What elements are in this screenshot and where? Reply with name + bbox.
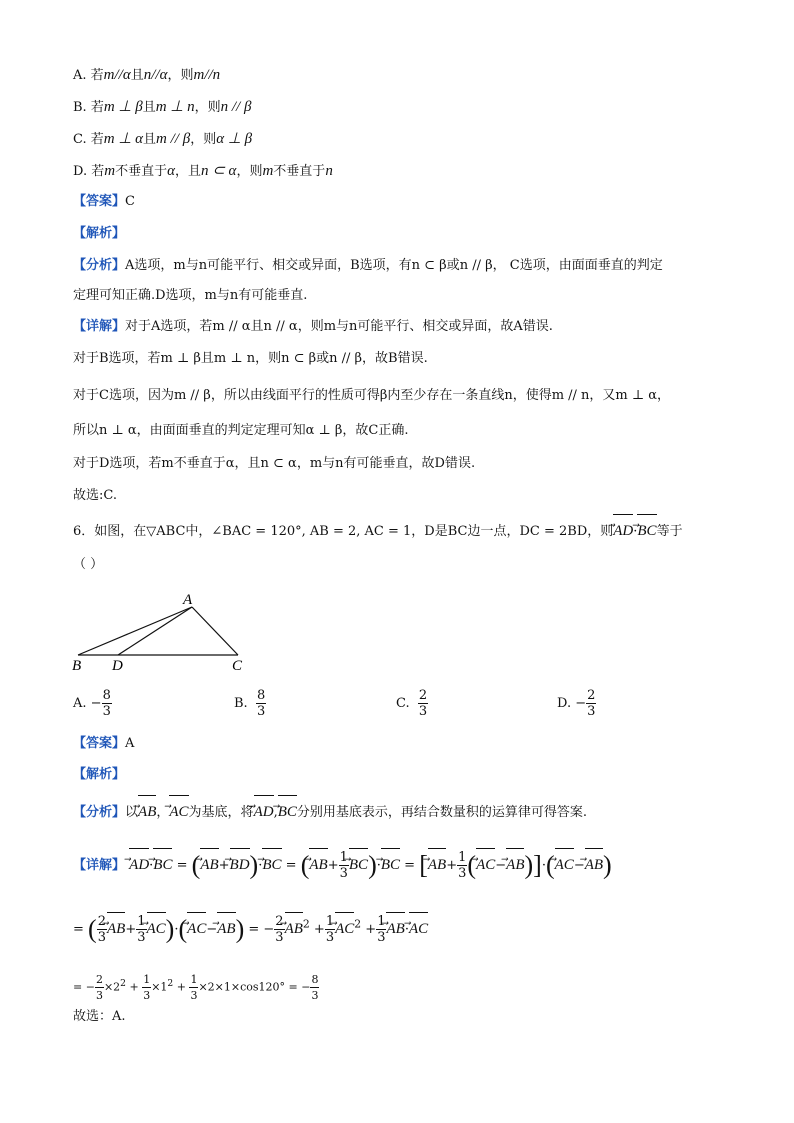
q6-option-b: B. $\frac{8}{3}$ xyxy=(234,688,266,719)
vector-bc: ⃗ BC xyxy=(637,522,656,540)
q5-answer: 【答案】C xyxy=(73,194,135,209)
label-a: A xyxy=(183,592,193,608)
q5-line-c2: 所以n ⊥ α，由面面垂直的判定定理可知α ⊥ β，故C正确. xyxy=(73,423,409,438)
label-c: C xyxy=(232,658,243,672)
q6-stem: 6．如图，在▽ABC中，∠BAC = 120°, AB = 2, AC = 1，D是BC边一点，DC = 2BD，则 ⃗ AD· ⃗ BC等于 xyxy=(73,522,683,541)
q5-option-d: D. 若m不垂直于α，且n ⊂ α，则m不垂直于n xyxy=(73,163,333,179)
q5-guxuan: 故选:C. xyxy=(73,488,117,503)
q5-fenxi-2: 定理可知正确.D选项，m与n有可能垂直. xyxy=(73,288,308,303)
q6-xiangjie-eq3: = − $\frac{2}{3}$ $\times 2^2$ + $\frac{1}{3}$ $\times 1^2$ + $\frac{1}{3}$ ×2×1×cos120° = − $\frac{8}{3}$ xyxy=(73,973,319,1002)
q6-xiangjie-eq1: 【详解】 ⃗ AD· ⃗ BC = ( ⃗ AB+ ⃗ BD)· ⃗ BC = ( ⃗ AB+ $\frac{1}{3}$ ⃗ BC)· ⃗ BC = [ ⃗ AB+ $\frac{1}{3}$ ( ⃗ AC− ⃗ AB)]·( ⃗ AC− ⃗ AB) xyxy=(73,850,612,881)
q5-jiexi-tag: 【解析】 xyxy=(73,226,126,241)
q6-jiexi-tag: 【解析】 xyxy=(73,767,126,782)
q6-fenxi: 【分析】以 ⃗ AB， ⃗ AC为基底，将 ⃗ AD, ⃗ BC分别用基底表示，再结合数量积的运算律可得答案. xyxy=(73,803,587,822)
q6-paren: （ ） xyxy=(73,557,104,572)
q5-line-c1: 对于C选项，因为m // β，所以由线面平行的性质可得β内至少存在一条直线n，使得m // n，又m ⊥ α， xyxy=(73,388,671,403)
q6-answer: 【答案】A xyxy=(73,736,135,751)
q5-line-d: 对于D选项，若m不垂直于α，且n ⊂ α，m与n有可能垂直，故D错误. xyxy=(73,456,476,471)
q5-xiangjie-1: 【详解】对于A选项，若m // α且n // α，则m与n可能平行、相交或异面，故A错误. xyxy=(73,319,553,334)
q5-option-a: A. 若m//α且n//α，则m//n xyxy=(73,67,221,83)
triangle-figure xyxy=(70,592,270,672)
vector-ad: ⃗ AD xyxy=(613,522,633,540)
q5-line-b: 对于B选项，若m ⊥ β且m ⊥ n，则n ⊂ β或n // β，故B错误. xyxy=(73,351,428,366)
label-d: D xyxy=(112,658,123,672)
q6-xiangjie-eq2: = ( $\frac{2}{3}$ ⃗ AB+ $\frac{1}{3}$ ⃗ AC)·( ⃗ AC− ⃗ AB) = − $\frac{2}{3}$ ⃗ $AB^2$ + $\frac{1}{3}$ ⃗ $AC^2$ + $\frac{1}{3}$ ⃗ AB· ⃗ AC xyxy=(73,914,428,945)
answer-tag: 【答案】 xyxy=(73,194,126,209)
label-b: B xyxy=(72,658,82,672)
q5-option-c: C. 若m ⊥ α且m // β，则α ⊥ β xyxy=(73,131,253,147)
q6-option-c: C. $\frac{2}{3}$ xyxy=(396,688,428,719)
q5-fenxi-1: 【分析】A选项，m与n可能平行、相交或异面，B选项，有n ⊂ β或n // β， C选项，由面面垂直的判定 xyxy=(73,258,663,273)
q6-guxuan: 故选：A. xyxy=(73,1009,126,1024)
q6-option-a: A. − $\frac{8}{3}$ xyxy=(73,688,111,719)
q6-option-d: D. − $\frac{2}{3}$ xyxy=(557,688,596,719)
q5-option-b: B. 若m ⊥ β且m ⊥ n，则n // β xyxy=(73,99,252,115)
